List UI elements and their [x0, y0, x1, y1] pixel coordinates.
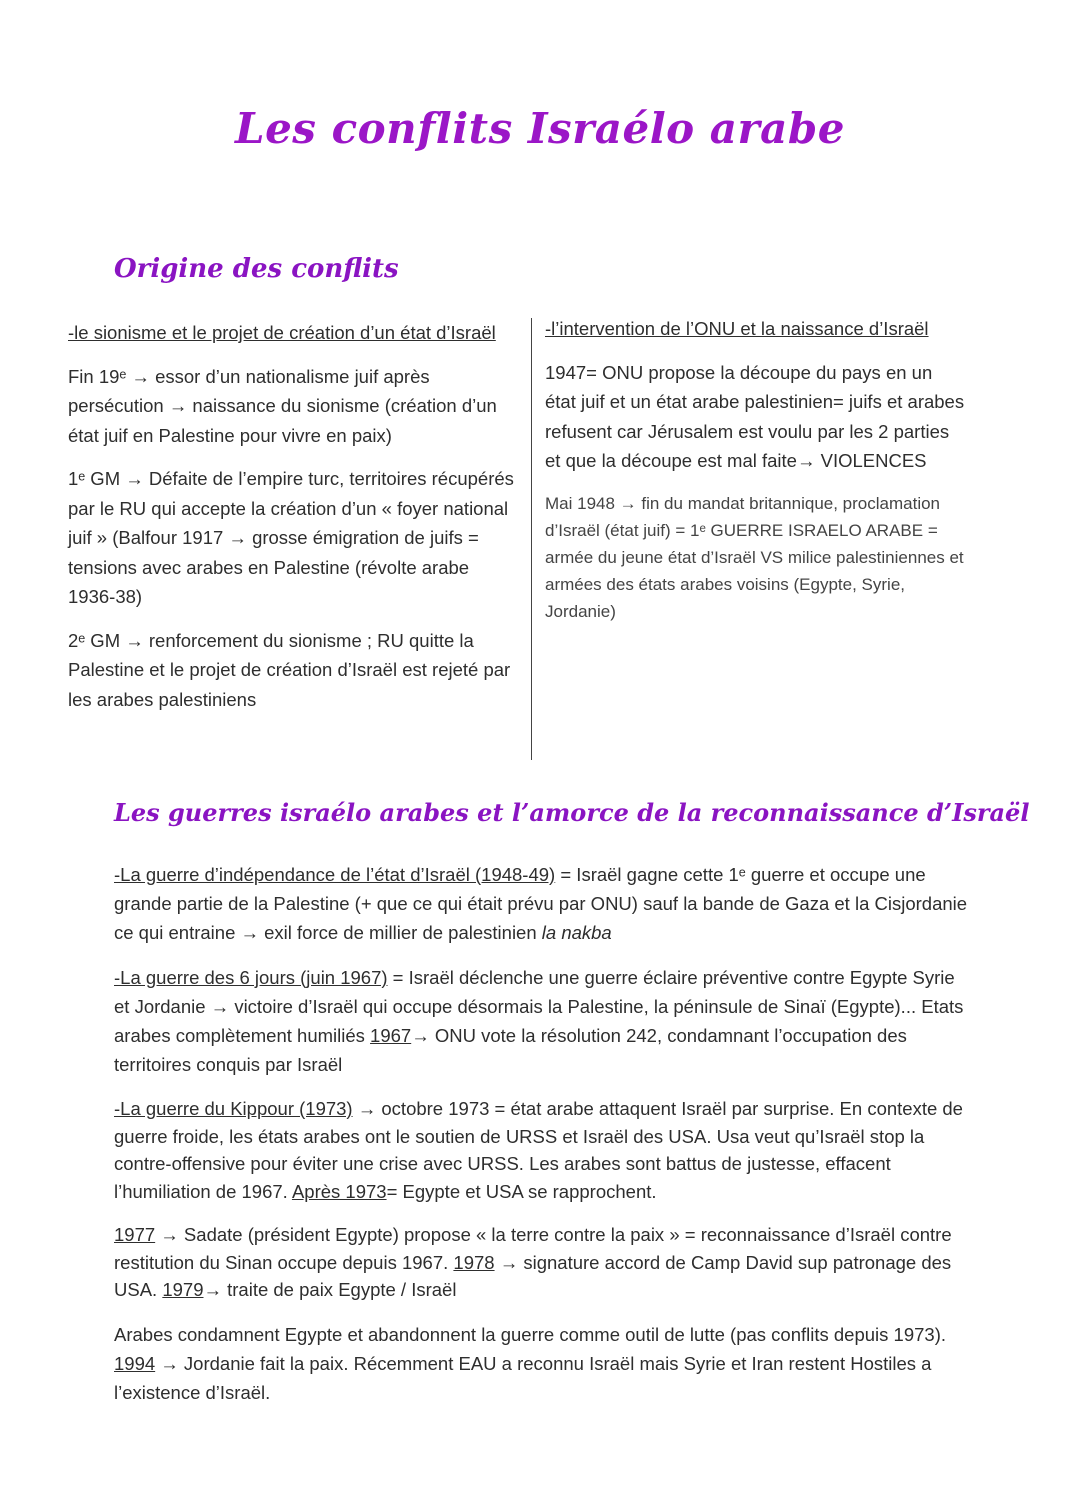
label: Après 1973: [291, 1180, 387, 1202]
text: → Jordanie fait la paix. Récemment EAU a reconnu Israël mais Syrie et Iran restent Hostiles a l’existence d’Israël.: [114, 1352, 932, 1403]
left-column: [68, 318, 520, 728]
right-column: [545, 314, 965, 639]
column-divider: [531, 318, 532, 760]
paragraph: Fin 19ᵉ → essor d’un nationalisme juif après persécution → naissance du sionisme (création d’un état juif en Palestine pour vivre en paix): [68, 365, 497, 446]
label: -La guerre des 6 jours (juin 1967): [114, 967, 388, 988]
italic-term: la nakba: [541, 922, 612, 943]
paragraph-kippour: [114, 1095, 974, 1205]
year: 1967: [370, 1025, 412, 1046]
year: 1978: [453, 1251, 495, 1273]
text: → Sadate (président Egypte) propose « la terre contre la paix » = reconnaissance d’Israël contre restitution du Sinan occupe depuis 1967.: [114, 1224, 952, 1273]
paragraph: 1947= ONU propose la découpe du pays en un état juif et un état arabe palestinien= juifs et arabes refusent car Jérusalem est voulu par les 2 parties et que la découpe est mal faite→ VIOLENCES: [545, 361, 965, 471]
paragraph-independance: [114, 860, 974, 947]
label: -La guerre du Kippour (1973): [114, 1098, 353, 1119]
paragraph-accords: [114, 1221, 974, 1304]
text: → traite de paix Egypte / Israël: [203, 1279, 457, 1300]
text: → octobre 1973 = état arabe attaquent Israël par surprise. En contexte de guerre froide, les états arabes ont le soutien de URSS et Israël des USA. Usa veut qu’Israël stop la contre-offensive pour éviter une crise avec URSS. Les arabes sont battus de justesse, effacent l’humiliation de 1967.: [114, 1098, 963, 1202]
paragraph-six-jours: [114, 963, 974, 1079]
label: -La guerre d’indépendance de l’état d’Israël (1948-49): [114, 864, 556, 885]
year: 1994: [114, 1352, 156, 1374]
text: → signature accord de Camp David sup patronage des USA.: [114, 1251, 952, 1300]
section-heading-origine: Origine des conflits: [114, 254, 399, 284]
subheading-onu: -l’intervention de l’ONU et la naissance d’Israël: [545, 318, 929, 339]
paragraph: 2ᵉ GM → renforcement du sionisme ; RU quitte la Palestine et le projet de création d’Israël est rejeté par les arabes palestiniens: [68, 629, 511, 710]
paragraph-conclusion: [114, 1320, 974, 1407]
section2-body: [114, 860, 974, 1423]
text: = Egypte et USA se rapprochent.: [386, 1180, 657, 1202]
paragraph: 1ᵉ GM → Défaite de l’empire turc, territoires récupérés par le RU qui accepte la création d’un « foyer national juif » (Balfour 1917 → grosse émigration de juifs = tensions avec arabes en Palestine (révolte arabe 1936-38): [68, 468, 514, 607]
text: Arabes condamnent Egypte et abandonnent la guerre comme outil de lutte (pas conflits depuis 1973).: [114, 1323, 946, 1345]
text: = Israël déclenche une guerre éclaire préventive contre Egypte Syrie et Jordanie → victoire d’Israël qui occupe désormais la Palestine, la péninsule de Sinaï (Egypte)... Etats arabes complètement humiliés: [114, 967, 964, 1046]
paragraph: Mai 1948 → fin du mandat britannique, proclamation d’Israël (état juif) = 1ᵉ GUERRE ISRAELO ARABE = armée du jeune état d’Israël VS milice palestiniennes et armées des états arabes voisins (Egypte, Syrie, Jordanie): [545, 493, 964, 621]
year: 1979: [162, 1279, 204, 1300]
text: = Israël gagne cette 1ᵉ guerre et occupe une grande partie de la Palestine (+ que ce qui était prévu par ONU) sauf la bande de Gaza et la Cisjordanie ce qui entraine → exil force de millier de palestinien: [114, 864, 968, 943]
page-title: Les conflits Israélo arabe: [235, 104, 845, 153]
subheading-sionisme: -le sionisme et le projet de création d’un état d’Israël: [68, 322, 496, 343]
text: → ONU vote la résolution 242, condamnant l’occupation des territoires conquis par Israël: [114, 1025, 907, 1075]
section-heading-guerres: Les guerres israélo arabes et l’amorce de la reconnaissance d’Israël: [114, 798, 1030, 827]
year: 1977: [114, 1224, 156, 1245]
